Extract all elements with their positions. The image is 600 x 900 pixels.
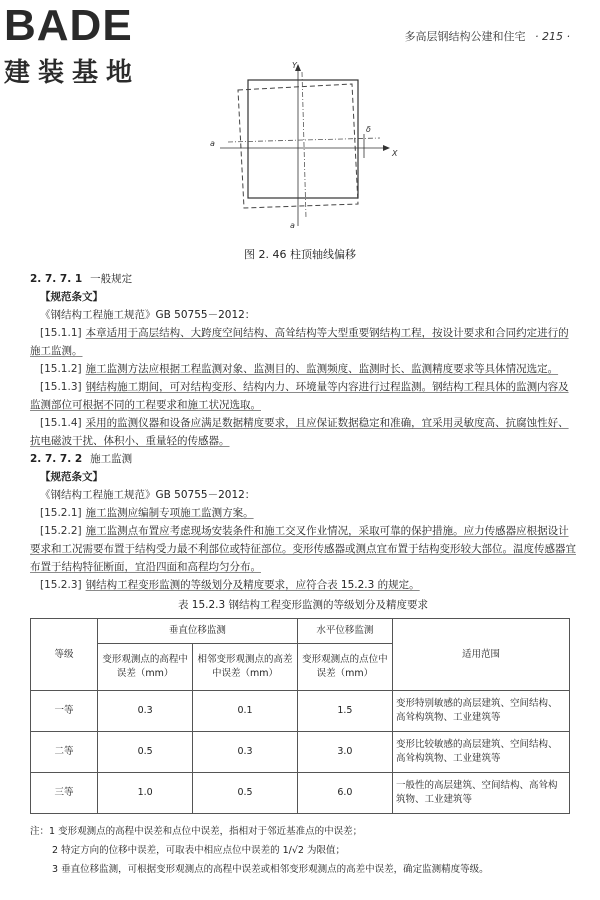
figure-caption: 图 2. 46 柱顶轴线偏移	[244, 248, 356, 261]
clause	[30, 576, 576, 594]
standard-reference: 《钢结构工程施工规范》GB 50755－2012：	[40, 489, 256, 501]
note-item: 2 特定方向的位移中误差，可取表中相应点位中误差的 1/√2 为限值；	[52, 845, 345, 856]
section-number: 2. 7. 7. 1	[30, 273, 83, 285]
clause-number: [15.2.3]	[40, 579, 82, 591]
table-row	[31, 773, 570, 814]
cell-h: 1.5	[297, 691, 392, 732]
clause	[30, 360, 576, 378]
running-head	[405, 28, 570, 44]
header-vertical: 垂直位移监测	[98, 619, 298, 644]
cell-scope: 变形比较敏感的高层建筑、空间结构、高耸构筑物、工业建筑等	[393, 732, 570, 773]
clause-number: [15.1.2]	[40, 363, 82, 375]
header-elevation-error: 变形观测点的高程中误差（mm）	[98, 644, 193, 691]
clause	[30, 378, 576, 414]
clause-number: [15.1.3]	[40, 381, 82, 393]
cell-grade: 二等	[31, 732, 98, 773]
clause-text: 采用的监测仪器和设备应满足数据精度要求，且应保证数据稳定和准确，宜采用灵敏度高、抗腐蚀性好、抗电磁波干扰、体积小、重量轻的传感器。	[30, 417, 569, 447]
column-offset-diagram	[210, 58, 410, 238]
clause	[30, 504, 576, 522]
header-grade: 等级	[31, 619, 98, 691]
clause-text: 钢结构施工期间，可对结构变形、结构内力、环境量等内容进行过程监测。钢结构工程具体的监测内容及监测部位可根据不同的工程要求和施工状况选取。	[30, 381, 569, 411]
logo-subtitle: 建装基地	[4, 58, 141, 88]
header-scope: 适用范围	[393, 619, 570, 691]
label-y: Y	[292, 61, 297, 70]
clause-text: 本章适用于高层结构、大跨度空间结构、高耸结构等大型重要钢结构工程，按设计要求和合同约定进行的施工监测。	[30, 327, 569, 357]
clause	[30, 324, 576, 360]
section-title: 一般规定	[90, 273, 133, 285]
clause-number: [15.1.4]	[40, 417, 82, 429]
clause-text: 施工监测点布置应考虑现场安装条件和施工交叉作业情况，采取可靠的保护措施。应力传感器应根据设计要求和工况需要布置于结构受力最不利部位或特征部位。变形传感器或测点宜布置于结构变形较大部位。温度传感器宜布置于结构特征断面，宜沿四面和高程均匀分布。	[30, 525, 576, 573]
column-offset-figure	[210, 58, 410, 238]
label-a-left: a	[210, 139, 215, 148]
spec-bracket: 【规范条文】	[40, 291, 103, 303]
clause-text: 钢结构工程变形监测的等级划分及精度要求，应符合表 15.2.3 的规定。	[85, 579, 420, 591]
header-point-error: 变形观测点的点位中误差（mm）	[297, 644, 392, 691]
cell-grade: 三等	[31, 773, 98, 814]
header-height-diff-error: 相邻变形观测点的高差中误差（mm）	[193, 644, 297, 691]
clause-number: [15.2.2]	[40, 525, 82, 537]
label-a-bottom: a	[290, 221, 295, 230]
offset-axis-y	[302, 72, 306, 218]
section-title: 施工监测	[90, 453, 133, 465]
note-item: 注：1 变形观测点的高程中误差和点位中误差，指相对于邻近基准点的中误差；	[30, 826, 363, 837]
section-number: 2. 7. 7. 2	[30, 453, 83, 465]
spec-bracket: 【规范条文】	[40, 471, 103, 483]
label-delta: δ	[366, 125, 371, 134]
clause	[30, 522, 576, 576]
cell-v2: 0.1	[193, 691, 297, 732]
table-notes	[30, 822, 576, 879]
x-arrow-icon	[383, 145, 390, 151]
header-horizontal: 水平位移监测	[297, 619, 392, 644]
cell-v2: 0.5	[193, 773, 297, 814]
cell-scope: 变形特别敏感的高层建筑、空间结构、高耸构筑物、工业建筑等	[393, 691, 570, 732]
bade-logo	[4, 1, 184, 89]
document-body	[30, 270, 576, 879]
section-heading-monitoring	[30, 450, 576, 468]
cell-v1: 1.0	[98, 773, 193, 814]
standard-reference: 《钢结构工程施工规范》GB 50755－2012：	[40, 309, 256, 321]
table-title: 表 15.2.3 钢结构工程变形监测的等级划分及精度要求	[177, 599, 429, 611]
running-head-title: 多高层钢结构公建和住宅	[404, 30, 526, 43]
clause-text: 施工监测方法应根据工程监测对象、监测目的、监测频度、监测时长、监测精度要求等具体情况选定。	[85, 363, 559, 375]
cell-grade: 一等	[31, 691, 98, 732]
label-x: X	[392, 149, 398, 158]
offset-axis-x	[228, 138, 380, 142]
cell-scope: 一般性的高层建筑、空间结构、高耸构筑物、工业建筑等	[393, 773, 570, 814]
table-row	[31, 691, 570, 732]
section-heading-general	[30, 270, 576, 288]
logo-wordmark: BADE	[4, 1, 133, 50]
page-number: · 215 ·	[535, 30, 570, 43]
clause	[30, 414, 576, 450]
table-row	[31, 732, 570, 773]
cell-v1: 0.3	[98, 691, 193, 732]
note-item: 3 垂直位移监测，可根据变形观测点的高程中误差或相邻变形观测点的高差中误差，确定监测精度等级。	[52, 864, 489, 875]
cell-h: 6.0	[297, 773, 392, 814]
clause-number: [15.1.1]	[40, 327, 82, 339]
table-header-row	[31, 619, 570, 644]
clause-number: [15.2.1]	[40, 507, 82, 519]
cell-h: 3.0	[297, 732, 392, 773]
clause-text: 施工监测应编制专项施工监测方案。	[85, 507, 254, 519]
cell-v2: 0.3	[193, 732, 297, 773]
cell-v1: 0.5	[98, 732, 193, 773]
deformation-grade-table	[30, 618, 570, 814]
